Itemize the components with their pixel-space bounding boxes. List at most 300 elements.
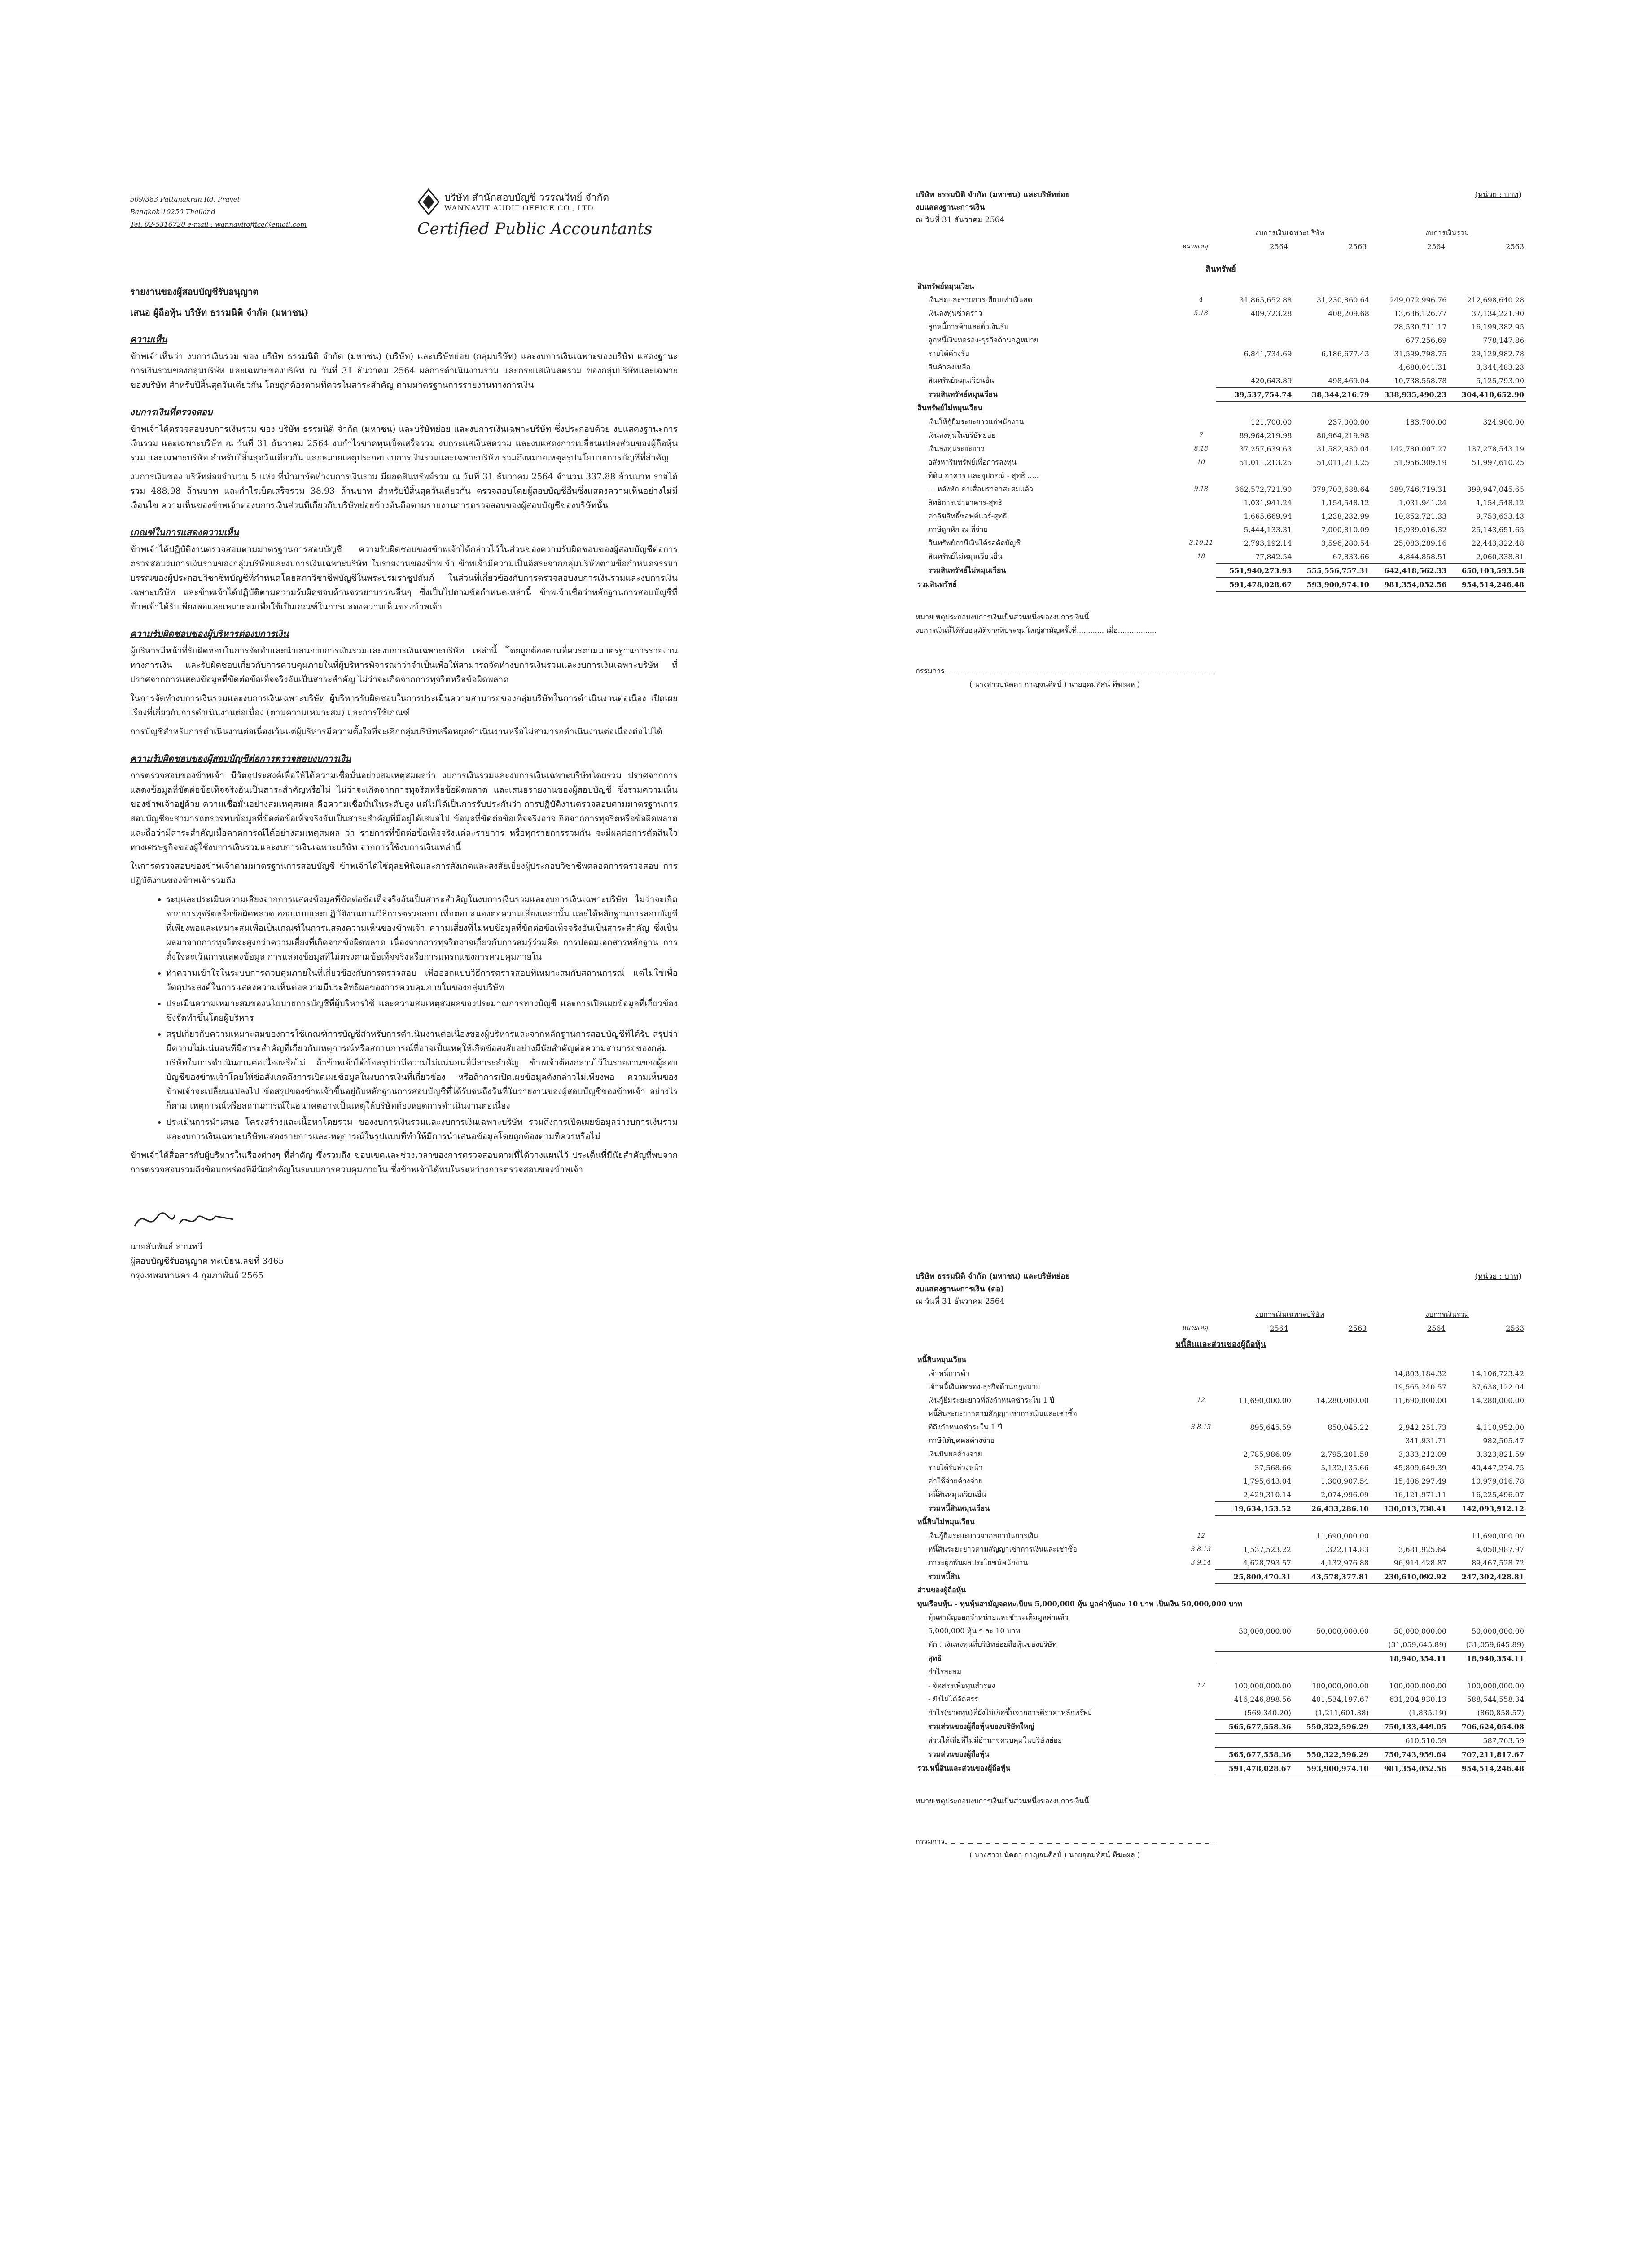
row-label: สุทธิ: [928, 1653, 942, 1662]
amount-cell: 67,833.66: [1332, 552, 1369, 561]
amount-cell: [1293, 1367, 1371, 1380]
statement-title: งบแสดงฐานะการเงิน: [916, 203, 985, 212]
amount-cell: 15,939,016.32: [1394, 525, 1447, 534]
amount-cell: 142,780,007.27: [1389, 444, 1447, 453]
amount-cell: 642,418,562.33: [1371, 564, 1449, 578]
table-row: [916, 1474, 1526, 1488]
row-note: [1187, 1447, 1215, 1461]
auditor-report-page: [130, 188, 678, 1643]
amount-cell: 237,000.00: [1328, 417, 1369, 426]
table-row: [916, 1679, 1526, 1692]
row-note: [1187, 1474, 1215, 1488]
amount-cell: [1215, 1380, 1293, 1394]
amount-cell: 954,514,246.48: [1448, 1762, 1526, 1776]
row-note: [1187, 1624, 1215, 1638]
amount-cell: 11,690,000.00: [1316, 1531, 1369, 1540]
row-label: รวมสินทรัพย์ไม่หมุนเวียน: [928, 565, 1006, 574]
amount-cell: [1293, 1734, 1371, 1748]
amount-cell: 409,723.28: [1250, 309, 1292, 318]
table-row: [916, 1353, 1526, 1367]
amount-cell: 11,690,000.00: [1238, 1396, 1291, 1405]
management-paragraph-2: ในการจัดทำงบการเงินรวมและงบการเงินเฉพาะบริษัท ผู้บริหารรับผิดชอบในการประเมินความสามารถของกลุ่มบริษัทในการดำเนินงานต่อเนื่อง เปิดเผยเรื่องที่เกี่ยวกับการดำเนินงานต่อเนื่อง (ตามความเหมาะสม) และการใช้เกณฑ์: [130, 693, 678, 718]
statement-header: [916, 1270, 1526, 1308]
amount-cell: [1371, 280, 1449, 293]
amount-cell: 137,278,543.19: [1467, 444, 1524, 453]
amount-cell: 2,429,310.14: [1243, 1490, 1291, 1499]
auditor-paragraph-2: ในการตรวจสอบของข้าพเจ้าตามมาตรฐานการสอบบัญชี ข้าพเจ้าได้ใช้ดุลยพินิจและการสังเกตและสงสัยเยี่ยงผู้ประกอบวิชาชีพตลอดการตรวจสอบ การปฏิบัติงานของข้าพเจ้ารวมถึง: [130, 861, 678, 885]
signer-license: ผู้สอบบัญชีรับอนุญาต ทะเบียนเลขที่ 3465: [130, 1256, 284, 1266]
amount-cell: 10,738,558.78: [1394, 376, 1447, 385]
amount-cell: 3,596,280.54: [1321, 539, 1369, 548]
row-note: [1187, 1570, 1215, 1584]
row-label: รายได้รับล่วงหน้า: [928, 1463, 983, 1472]
amount-cell: [1293, 280, 1371, 293]
row-note: [1187, 1652, 1215, 1665]
audited-statements-heading: งบการเงินที่ตรวจสอบ: [130, 407, 213, 417]
amount-cell: 96,914,428.87: [1393, 1558, 1446, 1567]
row-label: รวมสินทรัพย์หมุนเวียน: [928, 390, 998, 399]
liabilities-rows: [916, 1353, 1526, 1776]
amount-cell: [1448, 280, 1526, 293]
amount-cell: [1448, 1611, 1526, 1624]
row-label: รวมส่วนของผู้ถือหุ้น: [928, 1749, 990, 1758]
amount-cell: 1,665,669.94: [1244, 512, 1292, 521]
row-label: รายได้ค้างรับ: [928, 349, 969, 358]
list-item: • ทำความเข้าใจในระบบการควบคุมภายในที่เกี่ยวข้องกับการตรวจสอบ เพื่อออกแบบวิธีการตรวจสอบที่เหมาะสมกับสถานการณ์ แต่ไม่ใช่เพื่อวัตถุประสงค์ในการแสดงความเห็นต่อความมีประสิทธิผลของการควบคุมภายในของกลุ่มบริษัท: [166, 966, 678, 995]
row-note: 4: [1199, 296, 1203, 303]
row-note: [1186, 280, 1216, 293]
amount-cell: [1371, 1353, 1448, 1367]
opinion-heading: ความเห็น: [130, 334, 167, 345]
row-label: ส่วนของผู้ถือหุ้น: [917, 1586, 966, 1595]
amount-cell: 324,900.00: [1483, 417, 1524, 426]
amount-cell: [1371, 429, 1449, 442]
row-label: รวมสินทรัพย์: [917, 580, 957, 588]
amount-cell: [1215, 1584, 1293, 1598]
row-label: สินทรัพย์หมุนเวียน: [917, 281, 974, 290]
amount-cell: 895,645.59: [1250, 1423, 1291, 1432]
year-header: 2564: [1270, 242, 1288, 251]
amount-cell: [1293, 1434, 1371, 1447]
amount-cell: 183,700.00: [1405, 417, 1447, 426]
row-label: สินทรัพย์หมุนเวียนอื่น: [928, 376, 995, 385]
amount-cell: [1371, 1407, 1448, 1420]
firm-name-th: บริษัท สำนักสอบบัญชี วรรณวิทย์ จำกัด: [444, 192, 609, 203]
row-label: ภาษีนิติบุคคลค้างจ่าย: [928, 1436, 995, 1445]
row-label: ส่วนได้เสียที่ไม่มีอำนาจควบคุมในบริษัทย่อย: [928, 1736, 1062, 1744]
amount-cell: 50,000,000.00: [1393, 1626, 1446, 1635]
table-row: [916, 550, 1526, 564]
amount-cell: [1215, 1638, 1293, 1652]
amount-cell: 130,013,738.41: [1371, 1502, 1448, 1516]
statement-footer: [916, 1794, 1526, 1862]
table-row: [916, 564, 1526, 578]
amount-cell: [1448, 1407, 1526, 1420]
amount-cell: 142,093,912.12: [1448, 1502, 1526, 1516]
row-label: ที่ถึงกำหนดชำระใน 1 ปี: [928, 1422, 1002, 1431]
unit-label: (หน่วย : บาท): [1475, 190, 1521, 199]
amount-cell: 22,443,322.48: [1471, 539, 1524, 548]
row-note: [1186, 388, 1216, 402]
row-note: [1186, 578, 1216, 592]
row-note: [1186, 360, 1216, 374]
amount-cell: 3,344,483.23: [1476, 363, 1524, 372]
row-note: 8.18: [1194, 445, 1208, 452]
year-header: 2563: [1348, 1324, 1367, 1332]
amount-cell: [1371, 1529, 1448, 1543]
row-label: ที่ดิน อาคาร และอุปกรณ์ - สุทธิ .....: [928, 471, 1039, 480]
amount-cell: 39,537,754.74: [1216, 388, 1294, 402]
amount-cell: 399,947,045.65: [1467, 485, 1524, 494]
amount-cell: 89,467,528.72: [1471, 1558, 1524, 1567]
amount-cell: [1448, 469, 1526, 482]
row-note: 12: [1197, 1532, 1205, 1539]
amount-cell: [1371, 402, 1449, 416]
amount-cell: 593,900,974.10: [1293, 1762, 1371, 1776]
row-label: สินทรัพย์ภาษีเงินได้รอตัดบัญชี: [928, 538, 1021, 547]
amount-cell: 25,143,651.65: [1471, 525, 1524, 534]
amount-cell: 50,000,000.00: [1471, 1626, 1524, 1635]
note-column-header: หมายเหตุ: [1182, 243, 1208, 250]
amount-cell: [1216, 320, 1294, 333]
row-label: ....หลังหัก ค่าเสื่อมราคาสะสมแล้ว: [928, 484, 1033, 493]
amount-cell: 4,050,987.97: [1476, 1545, 1524, 1554]
amount-cell: (860,858.57): [1477, 1708, 1524, 1717]
amount-cell: 77,842.54: [1255, 552, 1292, 561]
director-label: กรรมการ: [916, 1837, 945, 1845]
row-label: เงินลงทุนชั่วคราว: [928, 308, 982, 317]
auditor-signature: [130, 1204, 678, 1240]
row-label: - ยังไม่ได้จัดสรร: [928, 1694, 978, 1703]
amount-cell: 389,746,719.31: [1389, 485, 1447, 494]
table-row: [916, 469, 1526, 482]
amount-cell: 11,690,000.00: [1393, 1396, 1446, 1405]
company-name: บริษัท ธรรมนิติ จำกัด (มหาชน) และบริษัทย่อย: [916, 190, 1070, 199]
table-row: [916, 1720, 1526, 1734]
amount-cell: [1293, 469, 1371, 482]
amount-cell: [1216, 360, 1294, 374]
table-row: [916, 1461, 1526, 1474]
amount-cell: 2,785,986.09: [1243, 1450, 1291, 1459]
amount-cell: 100,000,000.00: [1389, 1681, 1446, 1690]
table-row: [916, 1762, 1526, 1776]
table-row: [916, 333, 1526, 347]
row-note: [1187, 1692, 1215, 1706]
amount-cell: 38,344,216.79: [1293, 388, 1371, 402]
group-header-row: [916, 226, 1526, 240]
auditor-procedures-list: [166, 892, 678, 1144]
table-row: [916, 1570, 1526, 1584]
row-note: [1187, 1665, 1215, 1679]
balance-sheet-assets-page: [916, 188, 1526, 839]
row-note: [1187, 1762, 1215, 1776]
amount-cell: [1215, 1516, 1293, 1530]
basis-heading: เกณฑ์ในการแสดงความเห็น: [130, 527, 239, 538]
amount-cell: 341,931.71: [1405, 1436, 1446, 1445]
year-header: 2564: [1427, 1324, 1446, 1332]
amount-cell: 14,280,000.00: [1471, 1396, 1524, 1405]
section-title: หนี้สินและส่วนของผู้ถือหุ้น: [1175, 1340, 1266, 1349]
row-label: รวมหนี้สินและส่วนของผู้ถือหุ้น: [917, 1764, 1011, 1772]
section-title: สินทรัพย์: [1205, 264, 1236, 274]
amount-cell: 631,204,930.13: [1389, 1695, 1446, 1704]
amount-cell: 401,534,197.67: [1311, 1695, 1369, 1704]
amount-cell: 4,844,858.51: [1398, 552, 1447, 561]
row-note: [1186, 415, 1216, 429]
statement-title: งบแสดงฐานะการเงิน (ต่อ): [916, 1284, 1004, 1293]
row-note: [1187, 1367, 1215, 1380]
row-label: เงินปันผลค้างจ่าย: [928, 1449, 982, 1458]
director-names: ( นางสาวปนัดดา กาญจนศิลป์ ) นายอุดมทัศน์ ทีฆะผล ): [969, 680, 1140, 688]
amount-cell: 1,322,114.83: [1321, 1545, 1369, 1554]
table-row: [916, 307, 1526, 320]
row-note: 3.8.13: [1191, 1546, 1211, 1553]
row-note: [1187, 1706, 1215, 1720]
amount-cell: 13,636,126.77: [1394, 309, 1447, 318]
amount-cell: 14,106,723.42: [1471, 1369, 1524, 1378]
amount-cell: 18,940,354.11: [1371, 1652, 1448, 1665]
amount-cell: [1216, 333, 1294, 347]
signature-line: [945, 1843, 1214, 1844]
separate-statements-header: งบการเงินเฉพาะบริษัท: [1255, 228, 1324, 237]
year-header: 2563: [1506, 1324, 1524, 1332]
amount-cell: [1371, 1584, 1448, 1598]
amount-cell: 591,478,028.67: [1216, 578, 1294, 592]
row-label: ภาษีถูกหัก ณ ที่จ่าย: [928, 525, 988, 534]
row-note: [1186, 402, 1216, 416]
amount-cell: 100,000,000.00: [1467, 1681, 1524, 1690]
amount-cell: [1371, 469, 1449, 482]
row-note: [1187, 1434, 1215, 1447]
amount-cell: [1215, 1529, 1293, 1543]
year-header: 2563: [1348, 242, 1367, 251]
table-row: [916, 1502, 1526, 1516]
statement-footer: [916, 610, 1526, 691]
row-note: [1186, 374, 1216, 388]
amount-cell: 2,793,192.14: [1244, 539, 1292, 548]
amount-cell: 981,354,052.56: [1371, 578, 1449, 592]
row-label: หนี้สินหมุนเวียนอื่น: [928, 1490, 986, 1499]
opinion-paragraph: ข้าพเจ้าเห็นว่า งบการเงินรวม ของ บริษัท ธรรมนิติ จำกัด (มหาชน) (บริษัท) และบริษัทย่อย (กลุ่มบริษัท) และงบการเงินเฉพาะของบริษัท แสดงฐานะการเงินรวมของกลุ่มบริษัท และเฉพาะของบริษัท ณ วันที่ 31 ธันวาคม 2564 ผลการดำเนินงานรวม และกระแสเงินสดรวม ของกลุ่มบริษัทและเฉพาะของบริษัท สำหรับปีสิ้นสุดวันเดียวกัน โดยถูกต้องตามที่ควรในสาระสำคัญ ตามมาตรฐานการรายงานทางการเงิน: [130, 351, 678, 390]
row-label: รวมหนี้สิน: [928, 1572, 960, 1581]
signature-image: [130, 1204, 238, 1235]
table-row: [916, 482, 1526, 496]
row-label: สิทธิการเช่าอาคาร-สุทธิ: [928, 498, 1003, 507]
row-note: [1187, 1502, 1215, 1516]
row-note: [1186, 469, 1216, 482]
amount-cell: 550,322,596.29: [1293, 1748, 1371, 1762]
report-place-date: กรุงเทพมหานคร 4 กุมภาพันธ์ 2565: [130, 1271, 264, 1280]
amount-cell: (31,059,645.89): [1388, 1640, 1446, 1649]
amount-cell: [1293, 333, 1371, 347]
amount-cell: 19,565,240.57: [1393, 1382, 1446, 1391]
amount-cell: 1,537,523.22: [1243, 1545, 1291, 1554]
letterhead: [130, 188, 678, 278]
footnote: หมายเหตุประกอบงบการเงินเป็นส่วนหนึ่งของงบการเงินนี้: [916, 1797, 1089, 1805]
amount-cell: 10,852,721.33: [1394, 512, 1447, 521]
amount-cell: 6,186,677.43: [1321, 349, 1369, 358]
amount-cell: 304,410,652.90: [1448, 388, 1526, 402]
amount-cell: [1448, 1353, 1526, 1367]
amount-cell: 50,000,000.00: [1316, 1626, 1369, 1635]
amount-cell: 550,322,596.29: [1293, 1720, 1371, 1734]
row-label: รวมหนี้สินหมุนเวียน: [928, 1503, 990, 1512]
row-note: [1186, 509, 1216, 523]
amount-cell: 4,628,793.57: [1243, 1558, 1291, 1567]
row-note: [1186, 320, 1216, 333]
amount-cell: 50,000,000.00: [1238, 1626, 1291, 1635]
amount-cell: 10,979,016.78: [1471, 1477, 1524, 1486]
row-label: เงินให้กู้ยืมระยะยาวแก่พนักงาน: [928, 417, 1024, 426]
amount-cell: 16,121,971.11: [1393, 1490, 1446, 1499]
amount-cell: 16,199,382.95: [1471, 322, 1524, 331]
amount-cell: [1216, 469, 1294, 482]
amount-cell: 408,209.68: [1328, 309, 1369, 318]
auditor-responsibility-heading: ความรับผิดชอบของผู้สอบบัญชีต่อการตรวจสอบงบการเงิน: [130, 753, 351, 764]
table-row: [916, 347, 1526, 360]
amount-cell: [1448, 1665, 1526, 1679]
amount-cell: [1293, 402, 1371, 416]
table-row: [916, 1380, 1526, 1394]
amount-cell: [1293, 1380, 1371, 1394]
table-row: [916, 1516, 1526, 1530]
amount-cell: 31,230,860.64: [1316, 295, 1369, 304]
row-note: [1186, 496, 1216, 509]
amount-cell: 1,154,548.12: [1476, 498, 1524, 507]
amount-cell: 778,147.86: [1483, 336, 1524, 345]
row-label: ทุนเรือนหุ้น - ทุนหุ้นสามัญจดทะเบียน 5,000,000 หุ้น มูลค่าหุ้นละ 10 บาท เป็นเงิน 50,000,000 บาท: [917, 1599, 1242, 1608]
amount-cell: [1215, 1652, 1293, 1665]
amount-cell: 212,698,640.28: [1467, 295, 1524, 304]
approval-note: งบการเงินนี้ได้รับอนุมัติจากที่ประชุมใหญ่สามัญครั้งที่............ เมื่อ.................: [916, 626, 1157, 635]
table-row: [916, 1611, 1526, 1624]
row-note: 7: [1199, 432, 1203, 439]
table-row: [916, 360, 1526, 374]
amount-cell: 230,610,092.92: [1371, 1570, 1448, 1584]
amount-cell: 551,940,273.93: [1216, 564, 1294, 578]
firm-emblem-icon: [417, 188, 440, 215]
amount-cell: [1215, 1434, 1293, 1447]
row-note: 12: [1197, 1397, 1205, 1404]
amount-cell: 1,795,643.04: [1243, 1477, 1291, 1486]
unit-label: (หน่วย : บาท): [1475, 1272, 1521, 1281]
basis-paragraph: ข้าพเจ้าได้ปฏิบัติงานตรวจสอบตามมาตรฐานการสอบบัญชี ความรับผิดชอบของข้าพเจ้าได้กล่าวไว้ในส่วนของความรับผิดชอบของผู้สอบบัญชีต่อการตรวจสอบงบการเงินรวมของกลุ่มบริษัทและงบการเงินเฉพาะบริษัท ในรายงานของข้าพเจ้า ข้าพเจ้ามีความเป็นอิสระจากกลุ่มบริษัทตามข้อกำหนดจรรยาบรรณของผู้ประกอบวิชาชีพบัญชีที่กำหนดโดยสภาวิชาชีพบัญชีในพระบรมราชูปถัมภ์ ในส่วนที่เกี่ยวข้องกับการตรวจสอบงบการเงินรวมและงบการเงินเฉพาะบริษัท และข้าพเจ้าได้ปฏิบัติตามความรับผิดชอบด้านจรรยาบรรณอื่นๆ ซึ่งเป็นไปตามข้อกำหนดเหล่านี้ ข้าพเจ้าเชื่อว่าหลักฐานการสอบบัญชีที่ข้าพเจ้าได้รับเพียงพอและเหมาะสมเพื่อใช้เป็นเกณฑ์ในการแสดงความเห็นของข้าพเจ้า: [130, 544, 678, 612]
table-row: [916, 509, 1526, 523]
amount-cell: 40,447,274.75: [1471, 1463, 1524, 1472]
amount-cell: 2,942,251.73: [1398, 1423, 1446, 1432]
liabilities-header-table: [916, 1308, 1526, 1335]
amount-cell: [1293, 1611, 1371, 1624]
amount-cell: 2,795,201.59: [1321, 1450, 1369, 1459]
amount-cell: 706,624,054.08: [1448, 1720, 1526, 1734]
amount-cell: 14,280,000.00: [1316, 1396, 1369, 1405]
amount-cell: 51,011,213.25: [1239, 458, 1292, 467]
row-note: [1186, 333, 1216, 347]
amount-cell: 4,110,952.00: [1476, 1423, 1524, 1432]
list-item: • ประเมินการนำเสนอ โครงสร้างและเนื้อหาโดยรวม ของงบการเงินรวมและงบการเงินเฉพาะบริษัท รวมถึงการเปิดเผยข้อมูลว่างบการเงินรวมและงบการเงินเฉพาะบริษัทแสดงรายการและเหตุการณ์ในรูปแบบที่ทำให้มีการนำเสนอข้อมูลโดยถูกต้องตามที่ควรหรือไม่: [166, 1115, 678, 1144]
row-label: ภาระผูกพันผลประโยชน์พนักงาน: [928, 1558, 1028, 1567]
audited-statements-paragraph-2: งบการเงินของ บริษัทย่อยจำนวน 5 แห่ง ที่นำมาจัดทำงบการเงินรวม มียอดสินทรัพย์รวม ณ วันที่ 31 ธันวาคม 2564 จำนวน 337.88 ล้านบาท รายได้รวม 488.98 ล้านบาท และกำไรเบ็ดเสร็จรวม 38.93 ล้านบาท สำหรับปีสิ้นสุดวันเดียวกัน ตรวจสอบโดยผู้สอบบัญชีอื่นซึ่งแสดงความเห็นอย่างไม่มีเงื่อนไข ความเห็นของข้าพเจ้าต่องบการเงินส่วนที่เกี่ยวกับบริษัทย่อยข้างต้นถือตามรายงานการตรวจสอบของผู้สอบบัญชีของบริษัทนั้น: [130, 472, 678, 510]
amount-cell: 249,072,996.76: [1389, 295, 1447, 304]
amount-cell: 650,103,593.58: [1448, 564, 1526, 578]
amount-cell: 587,763.59: [1483, 1736, 1524, 1745]
management-paragraph-3: การบัญชีสำหรับการดำเนินงานต่อเนื่องเว้นแต่ผู้บริหารมีความตั้งใจที่จะเลิกกลุ่มบริษัทหรือหยุดดำเนินงานหรือไม่สามารถดำเนินงานต่อเนื่องต่อไปได้: [130, 727, 662, 736]
group-header-row: [916, 1308, 1526, 1321]
amount-cell: 43,578,377.81: [1293, 1570, 1371, 1584]
amount-cell: [1293, 360, 1371, 374]
row-note: [1187, 1516, 1215, 1530]
director-label: กรรมการ: [916, 666, 945, 675]
amount-cell: (569,340.20): [1244, 1708, 1291, 1717]
amount-cell: 610,510.59: [1405, 1736, 1446, 1745]
amount-cell: 707,211,817.67: [1448, 1748, 1526, 1762]
amount-cell: 420,643.89: [1250, 376, 1292, 385]
amount-cell: 37,257,639.63: [1239, 444, 1292, 453]
separate-statements-header: งบการเงินเฉพาะบริษัท: [1255, 1310, 1324, 1319]
amount-cell: 5,125,793.90: [1476, 376, 1524, 385]
assets-rows: [916, 280, 1526, 592]
year-header-row: [916, 240, 1526, 253]
table-row: [916, 1420, 1526, 1434]
row-label: กำไรสะสม: [928, 1667, 961, 1676]
table-row: [916, 1584, 1526, 1598]
amount-cell: 3,333,212.09: [1398, 1450, 1446, 1459]
row-note: 17: [1197, 1682, 1205, 1689]
amount-cell: 954,514,246.48: [1448, 578, 1526, 592]
table-row: [916, 1394, 1526, 1407]
row-label: ลูกหนี้เงินทดรอง-ธุรกิจด้านกฎหมาย: [928, 335, 1039, 344]
amount-cell: (1,835.19): [1409, 1708, 1446, 1717]
row-note: [1186, 564, 1216, 578]
amount-cell: 416,246,898.56: [1234, 1695, 1291, 1704]
amount-cell: 5,444,133.31: [1244, 525, 1292, 534]
row-label: เงินสดและรายการเทียบเท่าเงินสด: [928, 295, 1033, 304]
year-header: 2564: [1427, 242, 1446, 251]
amount-cell: 51,956,309.19: [1394, 458, 1447, 467]
amount-cell: [1215, 1611, 1293, 1624]
row-label: กำไร(ขาดทุน)ที่ยังไม่เกิดขึ้นจากการตีราคาหลักทรัพย์: [928, 1708, 1092, 1717]
table-row: [916, 388, 1526, 402]
amount-cell: 981,354,052.56: [1371, 1762, 1448, 1776]
table-row: [916, 1652, 1526, 1665]
amount-cell: 100,000,000.00: [1311, 1681, 1369, 1690]
table-row: [916, 1624, 1526, 1638]
table-row: [916, 1748, 1526, 1762]
footnote: หมายเหตุประกอบงบการเงินเป็นส่วนหนึ่งของงบการเงินนี้: [916, 613, 1089, 621]
row-note: [1187, 1461, 1215, 1474]
amount-cell: 1,031,941.24: [1244, 498, 1292, 507]
row-label: เจ้าหนี้เงินทดรอง-ธุรกิจด้านกฎหมาย: [928, 1382, 1040, 1391]
row-label: ค่าลิขสิทธิ์ซอฟต์แวร์-สุทธิ: [928, 511, 1008, 520]
row-note: [1187, 1748, 1215, 1762]
row-note: [1187, 1611, 1215, 1624]
amount-cell: 850,045.22: [1328, 1423, 1369, 1432]
amount-cell: [1216, 280, 1294, 293]
assets-table: [916, 226, 1526, 253]
year-header-row: [916, 1321, 1526, 1335]
amount-cell: 16,225,496.07: [1471, 1490, 1524, 1499]
row-label: ค่าใช้จ่ายค้างจ่าย: [928, 1476, 983, 1485]
row-label: 5,000,000 หุ้น ๆ ละ 10 บาท: [928, 1626, 1021, 1635]
row-note: [1187, 1638, 1215, 1652]
table-row: [916, 1447, 1526, 1461]
amount-cell: 25,800,470.31: [1215, 1570, 1293, 1584]
amount-cell: 51,011,213.25: [1316, 458, 1369, 467]
row-label: เงินลงทุนระยะยาว: [928, 444, 985, 453]
table-row: [916, 1692, 1526, 1706]
row-label: - จัดสรรเพื่อทุนสำรอง: [928, 1681, 995, 1690]
auditor-paragraph-1: การตรวจสอบของข้าพเจ้า มีวัตถุประสงค์เพื่อให้ได้ความเชื่อมั่นอย่างสมเหตุสมผลว่า งบการเงินรวมและงบการเงินเฉพาะบริษัทโดยรวม ปราศจากการแสดงข้อมูลที่ขัดต่อข้อเท็จจริงอันเป็นสาระสำคัญหรือไม่ ไม่ว่าจะเกิดจากการทุจริตหรือข้อผิดพลาด และเสนอรายงานของผู้สอบบัญชี ซึ่งรวมความเห็นของข้าพเจ้าอยู่ด้วย ความเชื่อมั่นอย่างสมเหตุสมผล คือความเชื่อมั่นในระดับสูง แต่ไม่ได้เป็นการรับประกันว่า การปฏิบัติงานตรวจสอบตามมาตรฐานการสอบบัญชีจะสามารถตรวจพบข้อมูลที่ขัดต่อข้อเท็จจริงอันเป็นสาระสำคัญที่มีอยู่ได้เสมอไป ข้อมูลที่ขัดต่อข้อเท็จจริงอาจเกิดจากการทุจริตหรือข้อผิดพลาด และถือว่ามีสาระสำคัญเมื่อคาดการณ์ได้อย่างสมเหตุสมผล ว่า รายการที่ขัดต่อข้อเท็จจริงแต่ละรายการ หรือทุกรายการรวมกัน จะมีผลต่อการตัดสินใจทางเศรษฐกิจของผู้ใช้งบการเงินรวมและงบการเงินเฉพาะบริษัท จากการใช้งบการเงินเหล่านี้: [130, 771, 678, 852]
